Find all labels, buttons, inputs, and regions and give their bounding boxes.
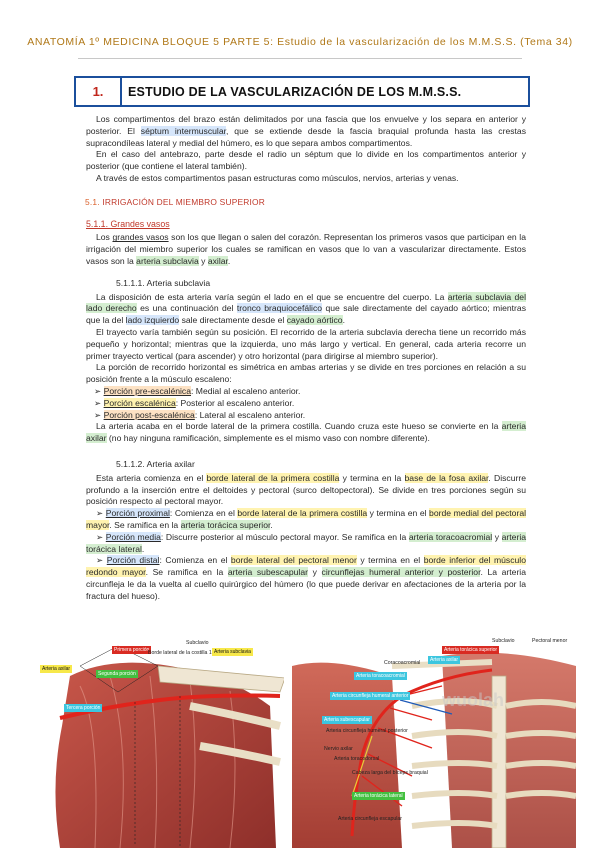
label-nervio-axilar: Nervio axilar (324, 746, 353, 752)
label-arteria-subclavia: Arteria subclavia (214, 649, 251, 655)
label-segunda-porcion: Segunda porción (98, 671, 136, 677)
label-tercera-porcion: Tercera porción (66, 705, 101, 711)
chapter-number: 1. (76, 78, 122, 105)
subclavia-paragraph-3: La porción de recorrido horizontal es simétrica en ambas arterias y se divide en tres porciones en relación a su posición frente a la músculo escaleno: (86, 362, 526, 385)
intro-paragraph-1: Los compartimentos del brazo están delimitados por una fascia que los envuelve y los separa en anterior y posterior. El séptum intermuscular, que se extiende desde la fascia braquial profunda hasta las crestas supracondíleas lateral y medial del húmero, es lo que separa ambos compartimentos. (86, 114, 526, 148)
subclavia-paragraph-2: El trayecto varía también según su posición. El recorrido de la arteria subclavia derecha tiene un recorrido más pequeño y horizontal; mientras que la izquierda, uno más largo y vertical. En general, cada arteria recorre un primer trayecto vertical (para ascender) y otro horizontal (para dirigirse al miembro superior). (86, 326, 526, 361)
axilar-bullet-distal: ➢ Porción distal: Comienza en el borde lateral del pectoral menor y termina en el borde inferior del músculo redondo mayor. Se ramifica en la arteria subescapular y circunflejas humeral anterior y posterior. La arteria circunfleja le da la vuelta al cuello quirúrgico del húmero (lo que puede derivar en afectaciones de la arteria por la fractura del hueso). (86, 555, 526, 601)
label-pectoral-menor: Pectoral menor (532, 638, 568, 644)
page-header: ANATOMÍA 1º MEDICINA BLOQUE 5 PARTE 5: Estudio de la vascularización de los M.M.S.S. (Tema 34) (27, 36, 573, 48)
label-subclavio-2: Subclavio (492, 638, 515, 644)
subsection-heading-axilar: 5.1.1.2. Arteria axilar (116, 458, 195, 469)
label-circunfleja-anterior: Arteria circunfleja humeral anterior (332, 693, 409, 699)
subclavia-paragraph-1: La disposición de esta arteria varía según el lado en el que se encuentre del cuerpo. La arteria subclavia del lado derecho es una continuación del tronco braquiocefálico que sale directamente del cayado aórtico; mientras que la del lado izquierdo sale directamente desde el cayado aórtico. (86, 291, 526, 326)
label-subescapular: Arteria subescapular (324, 717, 370, 723)
subsection-heading-subclavia: 5.1.1.1. Arteria subclavia (116, 277, 211, 288)
axilar-bullet-media: ➢ Porción media: Discurre posterior al músculo pectoral mayor. Se ramifica en la arteria toracoacromial y arteria torácica lateral. (86, 531, 527, 554)
label-circunfleja-escapular: Arteria circunfleja escapular (338, 816, 403, 822)
chapter-title: ESTUDIO DE LA VASCULARIZACIÓN DE LOS M.M.S.S. (128, 84, 462, 99)
chapter-title-box (74, 76, 530, 107)
bullet-post-escalenica: ➢ Porción post-escalénica: Lateral al escaleno anterior. (94, 409, 306, 420)
label-toracica-superior: Arteria torácica superior (444, 647, 498, 653)
section-heading: 5.1. IRRIGACIÓN DEL MIEMBRO SUPERIOR (85, 196, 266, 207)
bullet-escalenica: ➢ Porción escalénica: Posterior al escaleno anterior. (94, 397, 295, 408)
label-cabeza-larga: Cabeza larga del bíceps braquial (352, 770, 428, 776)
shoulder-illustration (40, 636, 284, 848)
thorax-illustration (292, 636, 576, 848)
label-toracica-lateral: Arteria torácica lateral (354, 793, 403, 799)
subclavia-paragraph-4: La arteria acaba en el borde lateral de la primera costilla. Cuando cruza este hueso se convierte en la arteria axilar (no hay ninguna ramificación, simplemente es el mismo vaso con nombre diferente). (86, 421, 526, 444)
label-borde-lateral: Borde lateral de la costilla 1 (148, 650, 212, 656)
label-axilar-2: Arteria axilar (430, 657, 459, 663)
figures-area (40, 636, 576, 848)
figure-axillary-branches (292, 636, 576, 848)
grandes-vasos-paragraph: Los grandes vasos son los que llegan o salen del corazón. Representan los primeros vasos que participan en la irrigación del miembro superior los cuales se ramifican en vasos que lo van a vascularizar directamente. Estos vasos son la arteria subclavia y axilar. (86, 232, 526, 266)
label-circunfleja-posterior: Arteria circunfleja humeral posterior (326, 728, 408, 734)
label-subclavio: Subclavio (186, 640, 209, 646)
bullet-pre-escalenica: ➢ Porción pre-escalénica: Medial al escaleno anterior. (94, 385, 301, 396)
intro-paragraph-3: A través de estos compartimentos pasan estructuras como músculos, nervios, arterias y venas. (96, 172, 459, 183)
intro-paragraph-2: En el caso del antebrazo, parte desde el radio un séptum que lo divide en los compartimentos anterior y posterior (que contiene el lateral también). (86, 149, 526, 172)
axilar-paragraph-1: Esta arteria comienza en el borde lateral de la primera costilla y termina en la base de la fosa axilar. Discurre profundo a la inserción entre el deltoides y pectoral (surco deltopectoral). Se divide en tres porciones según su posición respecto al pectoral mayor. (86, 472, 526, 507)
header-rule (78, 58, 522, 59)
label-toracoacromial: Arteria toracoacromial (356, 673, 405, 679)
subsection-heading-grandes-vasos: 5.1.1. Grandes vasos (86, 218, 170, 229)
label-primera-porcion: Primera porción (114, 647, 150, 653)
label-coracoacromial: Coracoacromial (384, 660, 421, 666)
watermark: wuolah (442, 690, 504, 710)
figure-axillary-portions (40, 636, 284, 848)
label-arteria-axilar: Arteria axilar (42, 666, 71, 672)
axilar-bullet-proximal: ➢ Porción proximal: Comienza en el borde lateral de la primera costilla y termina en el borde medial del pectoral mayor. Se ramifica en la arteria torácica superior. (86, 508, 527, 530)
label-toracodorsal: Arteria toracodorsal (334, 756, 380, 762)
document-body (86, 114, 526, 602)
